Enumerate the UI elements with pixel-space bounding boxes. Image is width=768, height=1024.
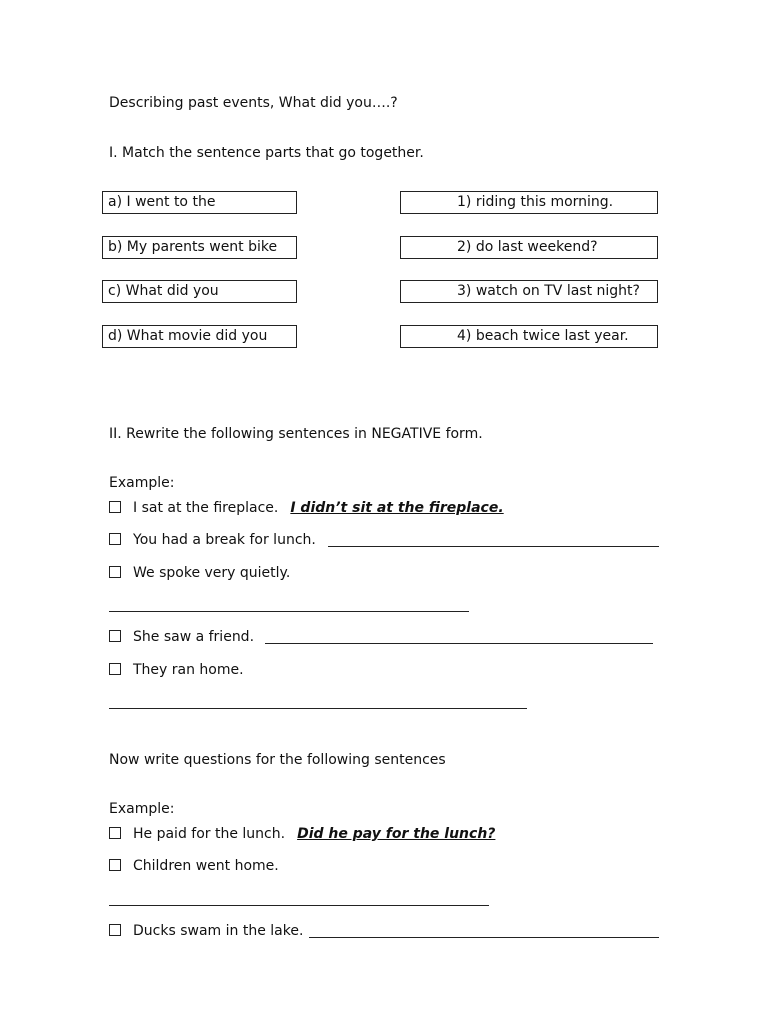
checkbox-icon [109, 501, 121, 513]
negative-item-row [109, 661, 244, 679]
negative-item-row [109, 564, 290, 582]
checkbox-icon [109, 630, 121, 642]
section3-example-label: Example: [109, 801, 175, 817]
answer-blank[interactable] [109, 611, 469, 612]
example-sentence: He paid for the lunch. [133, 826, 286, 842]
answer-blank[interactable] [109, 905, 489, 906]
answer-blank[interactable] [328, 546, 659, 547]
checkbox-icon [109, 663, 121, 675]
checkbox-icon [109, 859, 121, 871]
section2-example-label: Example: [109, 475, 175, 491]
match-right-1: 1) riding this morning. [400, 191, 658, 214]
negative-item-sentence: She saw a friend. [133, 629, 255, 645]
answer-blank[interactable] [309, 937, 659, 938]
section2-instruction: II. Rewrite the following sentences in NEGATIVE form. [109, 426, 483, 442]
section1-instruction: I. Match the sentence parts that go together. [109, 145, 424, 161]
match-left-b: b) My parents went bike [102, 236, 297, 259]
checkbox-icon [109, 533, 121, 545]
negative-item-sentence: They ran home. [133, 662, 244, 678]
question-item-sentence: Ducks swam in the lake. [133, 923, 304, 939]
question-item-row [109, 922, 303, 940]
question-item-sentence: Children went home. [133, 858, 279, 874]
example-sentence: I sat at the fireplace. [133, 500, 279, 516]
match-left-d: d) What movie did you [102, 325, 297, 348]
checkbox-icon [109, 924, 121, 936]
example-answer: Did he pay for the lunch? [297, 826, 496, 842]
answer-blank[interactable] [109, 708, 527, 709]
match-left-a: a) I went to the [102, 191, 297, 214]
match-right-3: 3) watch on TV last night? [400, 280, 658, 303]
checkbox-icon [109, 566, 121, 578]
match-right-4: 4) beach twice last year. [400, 325, 658, 348]
section3-instruction: Now write questions for the following sentences [109, 752, 446, 768]
match-right-2: 2) do last weekend? [400, 236, 658, 259]
answer-blank[interactable] [265, 643, 653, 644]
question-item-row [109, 857, 279, 875]
section3-example-row [109, 825, 495, 843]
negative-item-sentence: You had a break for lunch. [133, 532, 316, 548]
match-left-c: c) What did you [102, 280, 297, 303]
negative-item-row [109, 531, 316, 549]
section2-example-row [109, 499, 504, 517]
worksheet-title: Describing past events, What did you….? [109, 95, 398, 111]
checkbox-icon [109, 827, 121, 839]
example-answer: I didn’t sit at the fireplace. [290, 500, 504, 516]
negative-item-row [109, 628, 254, 646]
negative-item-sentence: We spoke very quietly. [133, 565, 291, 581]
